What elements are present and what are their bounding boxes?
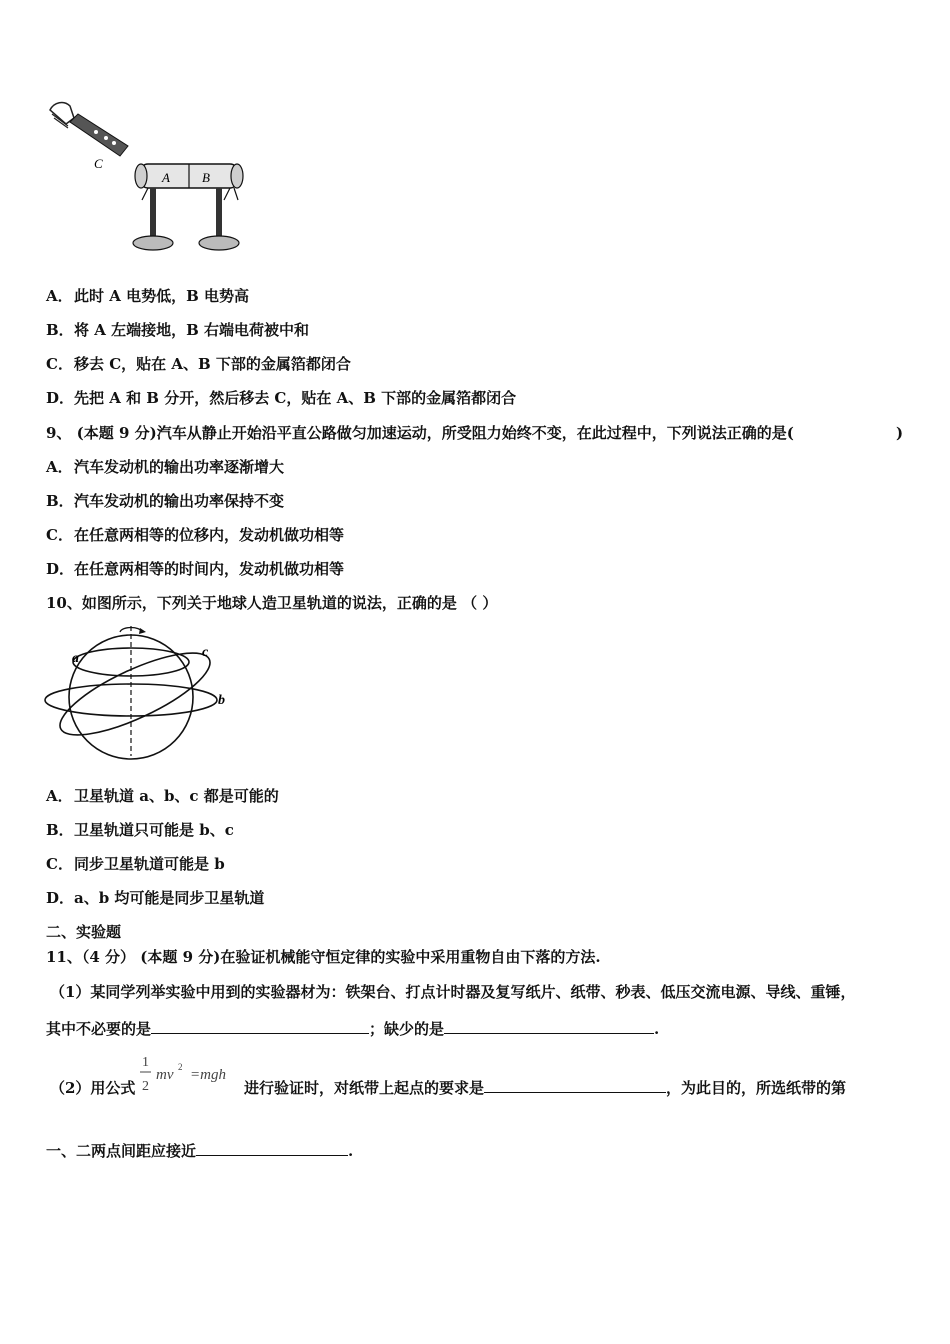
orbit-label-c: c <box>202 645 209 660</box>
q10-stem: 10、如图所示，下列关于地球人造卫星轨道的说法，正确的是 （ ） <box>46 594 498 612</box>
q9-option-c: C．在任意两相等的位移内，发动机做功相等 <box>46 526 345 544</box>
answer-blank-distance[interactable] <box>196 1141 348 1156</box>
figure-conductors <box>44 96 244 258</box>
q9-option-a: A．汽车发动机的输出功率逐渐增大 <box>46 458 285 476</box>
q9-option-b: B．汽车发动机的输出功率保持不变 <box>46 492 285 510</box>
q10-option-c: C．同步卫星轨道可能是 b <box>46 855 225 873</box>
answer-blank-start-point[interactable] <box>484 1078 666 1093</box>
q10-option-d: D．a、b 均可能是同步卫星轨道 <box>46 889 265 907</box>
q11-stem: 11、（4 分） (本题 9 分)在验证机械能守恒定律的实验中采用重物自由下落的方法. <box>46 948 601 966</box>
figure-satellite-orbits <box>42 622 234 762</box>
q9-option-d: D．在任意两相等的时间内，发动机做功相等 <box>46 560 345 578</box>
orbit-label-a: a <box>72 651 79 666</box>
answer-blank-missing[interactable] <box>444 1019 654 1034</box>
answer-blank-unnecessary[interactable] <box>151 1019 369 1034</box>
q10-option-a: A．卫星轨道 a、b、c 都是可能的 <box>46 787 279 805</box>
q11-part2-line2: 一、二两点间距应接近 . <box>46 1142 354 1160</box>
q9-stem: 9、 (本题 9 分)汽车从静止开始沿平直公路做匀加速运动，所受阻力始终不变，在此过程中，下列说法正确的是( <box>46 424 794 442</box>
orbit-label-b: b <box>218 693 225 708</box>
q11-part1-line2: 其中不必要的是 ；缺少的是 . <box>46 1020 660 1038</box>
q10-option-b: B．卫星轨道只可能是 b、c <box>46 821 234 839</box>
q11-part1-line1: （1）某同学列举实验中用到的实验器材为：铁架台、打点计时器及复写纸片、纸带、秒表、低压交流电源、导线、重锤， <box>50 983 856 1001</box>
q11-part2-label: （2）用公式 <box>50 1079 136 1097</box>
label-c: C <box>94 156 103 171</box>
label-b: B <box>202 170 210 185</box>
q8-option-c: C．移去 C，贴在 A、B 下部的金属箔都闭合 <box>46 355 351 373</box>
formula-rhs: =mgh <box>190 1067 226 1083</box>
formula-den: 2 <box>142 1079 149 1094</box>
formula-body: mv <box>156 1067 174 1083</box>
section-title: 二、实验题 <box>46 923 122 941</box>
formula-energy <box>138 1050 242 1096</box>
q8-option-b: B．将 A 左端接地，B 右端电荷被中和 <box>46 321 309 339</box>
q9-paren-close: ) <box>896 424 904 442</box>
label-a: A <box>162 170 170 185</box>
q11-part2-line1: 进行验证时，对纸带上起点的要求是 ，为此目的，所选纸带的第 <box>244 1079 847 1097</box>
q8-option-a: A．此时 A 电势低，B 电势高 <box>46 287 249 305</box>
formula-num: 1 <box>142 1055 149 1070</box>
formula-exp: 2 <box>178 1062 183 1072</box>
q8-option-d: D．先把 A 和 B 分开，然后移去 C，贴在 A、B 下部的金属箔都闭合 <box>46 389 517 407</box>
